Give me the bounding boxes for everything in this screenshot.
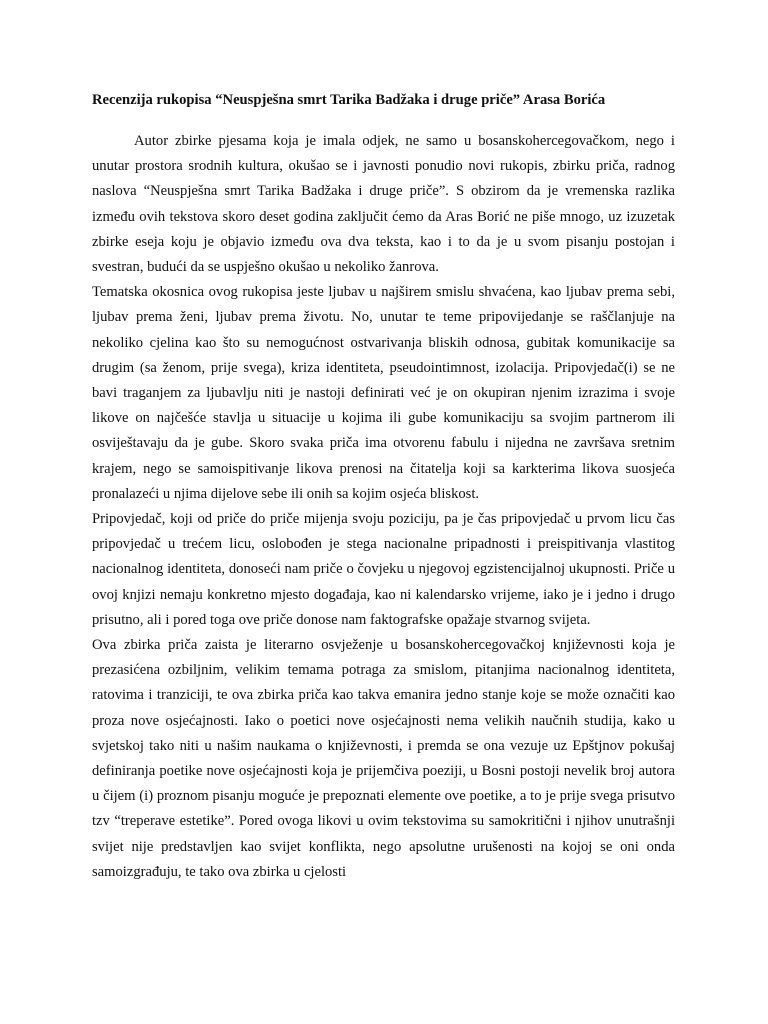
paragraph-intro: Autor zbirke pjesama koja je imala odjek, ne samo u bosanskohercegovačkom, nego i unutar prostora srodnih kultura, okušao se i javnosti ponudio novi rukopis, zbirku priča, radnog naslova “Neuspješna smrt Tarika Badžaka i druge priče”. S obzirom da je vremenska razlika između ovih tekstova skoro deset godina zaključit ćemo da Aras Borić ne piše mnogo, uz izuzetak zbirke eseja koju je objavio između ova dva teksta, kao i to da je u svom pisanju postojan i svestran, budući da se uspješno okušao u nekoliko žanrova. (92, 133, 675, 276)
document-title: Recenzija rukopisa “Neuspješna smrt Tarika Badžaka i druge priče” Arasa Borića (92, 92, 606, 108)
document-page (92, 90, 675, 885)
paragraph-theme: Tematska okosnica ovog rukopisa jeste ljubav u najširem smislu shvaćena, kao ljubav prema sebi, ljubav prema ženi, ljubav prema životu. No, unutar te teme pripovijedanje se raščlanjuje na nekoliko cjelina kao što su nemogućnost ostvarivanja bliskih odnosa, gubitak komunikacije sa drugim (sa ženom, prije svega), kriza identiteta, pseudointimnost, izolacija. Pripovjedač(i) se ne bavi traganjem za ljubavlju niti je nastoji definirati već je on okupiran njenim izrazima i svoje likove on najčešće stavlja u situacije u kojima ili gube komunikaciju sa svojim partnerom ili osviještavaju da je gube. Skoro svaka priča ima otvorenu fabulu i nijedna ne završava sretnim krajem, nego se samoispitivanje likova prenosi na čitatelja koji sa karkterima likova suosjeća pronalazeći u njima dijelove sebe ili onih sa kojim osjeća bliskost. (92, 284, 675, 502)
paragraph-evaluation: Ova zbirka priča zaista je literarno osvježenje u bosanskohercegovačkoj književnosti koja je prezasićena ozbiljnim, velikim temama potraga za smislom, pitanjima nacionalnog identiteta, ratovima i tranziciji, te ova zbirka priča kao takva emanira jedno stanje koje se može označiti kao proza nove osjećajnosti. Iako o poetici nove osjećajnosti nema velikih naučnih studija, kako u svjetskoj tako niti u našim naukama o književnosti, i premda se ona vezuje uz Epštjnov pokušaj definiranja poetike nove osjećajnosti koja je prijemčiva poeziji, u Bosni postoji nevelik broj autora u čijem (i) proznom pisanju moguće je prepoznati elemente ove poetike, a to je prije svega prisutvo tzv “treperave estetike”. Pored ovoga likovi u ovim tekstovima su samokritični i njihov unutrašnji svijet nije predstavljen kao svijet konflikta, nego apsolutne urušenosti na kojoj se oni onda samoizgrađuju, te tako ova zbirka u cjelosti (92, 637, 675, 880)
paragraph-narrator: Pripovjedač, koji od priče do priče mijenja svoju poziciju, pa je čas pripovjedač u prvom licu čas pripovjedač u trećem licu, oslobođen je stega nacionalne pripadnosti i preispitivanja vlastitog nacionalnog identiteta, donoseći nam priče o čovjeku u njegovoj egzistencijalnoj ukupnosti. Priče u ovoj knjizi nemaju konkretno mjesto događaja, kao ni kalendarsko vrijeme, iako je i jedno i drugo prisutno, ali i pored toga ove priče donose nam faktografske opažaje stvarnog svijeta. (92, 511, 675, 628)
